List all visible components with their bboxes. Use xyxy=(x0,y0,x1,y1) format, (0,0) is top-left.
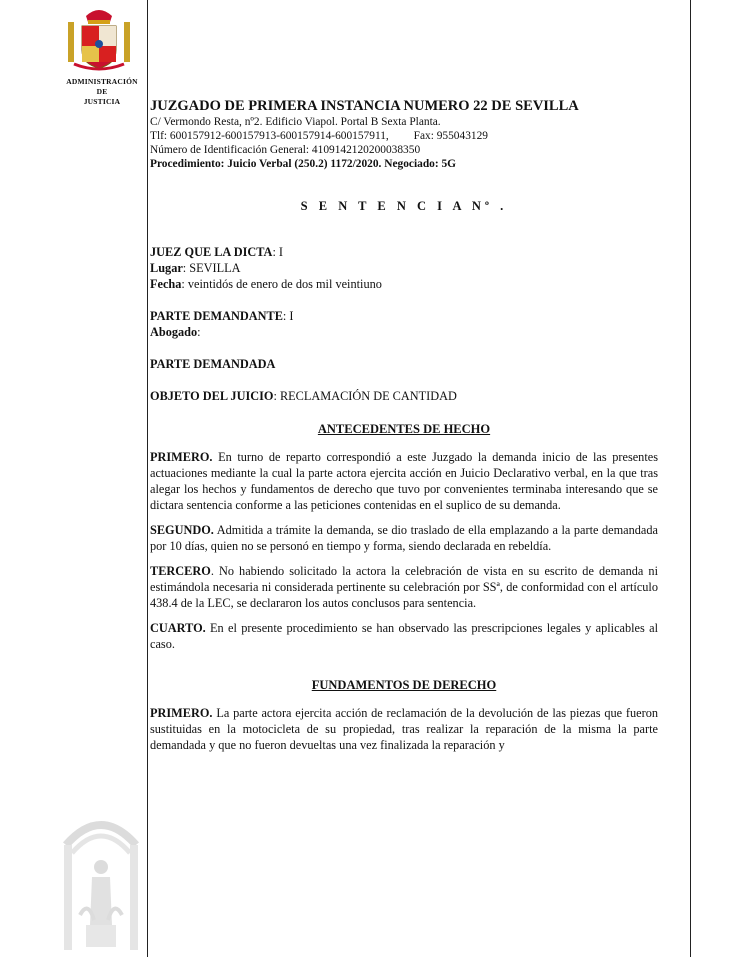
paragraph-label: PRIMERO. xyxy=(150,706,213,720)
court-name: JUZGADO DE PRIMERA INSTANCIA NUMERO 22 DE SEVILLA xyxy=(150,98,579,114)
fundamento-paragraph xyxy=(150,705,658,753)
defendant-line xyxy=(150,356,658,372)
place-label: Lugar xyxy=(150,261,183,275)
paragraph-label: SEGUNDO. xyxy=(150,523,214,537)
court-phones-line xyxy=(150,129,658,143)
antecedente-paragraph xyxy=(150,449,658,513)
date-line xyxy=(150,276,658,292)
admin-line-1: ADMINISTRACIÓN xyxy=(66,77,138,86)
lawyer-label: Abogado xyxy=(150,325,198,339)
paragraph-label: PRIMERO. xyxy=(150,450,213,464)
object-label: OBJETO DEL JUICIO xyxy=(150,389,274,403)
admin-line-3: JUSTICIA xyxy=(83,97,121,106)
plaintiff-value: : I xyxy=(282,309,294,323)
procedure-line: Procedimiento: Juicio Verbal (250.2) 1172/2020. Negociado: 5G xyxy=(150,158,457,170)
document-body xyxy=(150,97,658,762)
general-id: Número de Identificación General: 4109142120200038350 xyxy=(150,144,421,156)
antecedente-paragraph xyxy=(150,522,658,554)
judge-value: : I xyxy=(272,245,284,259)
lawyer-line xyxy=(150,324,658,340)
court-phones: Tlf: 600157912-600157913-600157914-600157911, xyxy=(150,130,389,142)
antecedentes-heading: ANTECEDENTES DE HECHO xyxy=(317,422,491,436)
paragraph-text: La parte actora ejercita acción de reclamación de la devolución de las piezas que fueron sustituidas en la motocicleta de su propiedad, tras realizar la reparación de la misma la parte demandada y que no fueron devueltas una vez finalizada la reparación y xyxy=(150,706,658,752)
plaintiff-line xyxy=(150,308,658,324)
paragraph-text: En turno de reparto correspondió a este Juzgado la demanda inicio de las presentes actuaciones mediante la cual la parte actora ejercita acción en Juicio Declarativo verbal, en la que tras alegar los hechos y fundamentos de derecho que tuvo por convenientes terminaba interesando que se dictara sentencia conforme a las peticiones contenidas en el suplico de su demanda. xyxy=(150,450,658,512)
paragraph-label: CUARTO. xyxy=(150,621,206,635)
document-title: S E N T E N C I A Nº . xyxy=(300,199,508,213)
paragraph-text: Admitida a trámite la demanda, se dio traslado de ella emplazando a la parte demandada por 10 días, quien no se personó en tiempo y forma, siendo declarada en rebeldía. xyxy=(150,523,658,553)
andalucia-emblem-watermark-icon xyxy=(58,805,144,955)
admin-line-2: DE xyxy=(96,87,108,96)
antecedente-paragraph xyxy=(150,620,658,652)
paragraph-text: . No habiendo solicitado la actora la celebración de vista en su escrito de demanda ni estimándola necesaria ni considerada pertinente su celebración por SSª, de conformidad con el artículo 438.4 de la LEC, se declararon los autos conclusos para sentencia. xyxy=(150,564,658,610)
court-address: C/ Vermondo Resta, nº2. Edificio Viapol. Portal B Sexta Planta. xyxy=(150,116,441,128)
judge-label: JUEZ QUE LA DICTA xyxy=(150,245,273,259)
paragraph-text: En el presente procedimiento se han observado las prescripciones legales y aplicables al caso. xyxy=(150,621,658,651)
place-line xyxy=(150,260,658,276)
object-line xyxy=(150,388,658,404)
place-value: : SEVILLA xyxy=(182,261,241,275)
case-metadata xyxy=(150,244,658,404)
left-margin-line xyxy=(147,0,148,957)
right-margin-line xyxy=(690,0,691,957)
coat-of-arms-icon xyxy=(64,4,134,74)
plaintiff-label: PARTE DEMANDANTE xyxy=(150,309,283,323)
lawyer-value: : xyxy=(197,325,201,339)
object-value: : RECLAMACIÓN DE CANTIDAD xyxy=(273,389,457,403)
judge-line xyxy=(150,244,658,260)
fundamentos-heading: FUNDAMENTOS DE DERECHO xyxy=(311,678,497,692)
administration-label xyxy=(56,77,148,107)
date-label: Fecha xyxy=(150,277,182,291)
date-value: : veintidós de enero de dos mil veintiuno xyxy=(181,277,382,291)
court-fax: Fax: 955043129 xyxy=(413,130,488,142)
paragraph-label: TERCERO xyxy=(150,564,211,578)
antecedente-paragraph xyxy=(150,563,658,611)
defendant-label: PARTE DEMANDADA xyxy=(150,357,276,371)
